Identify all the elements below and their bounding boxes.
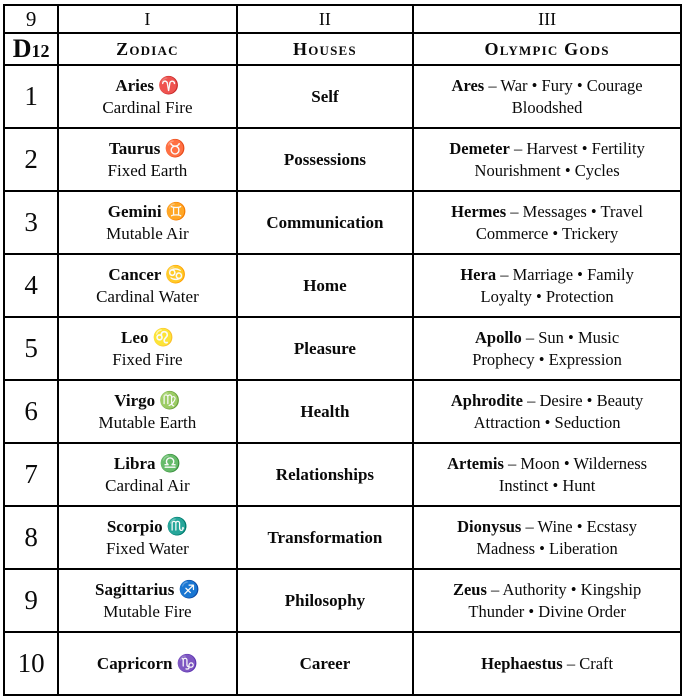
god-name: Demeter xyxy=(449,138,510,158)
corner-d12-cell xyxy=(4,33,58,65)
god-line1 xyxy=(416,453,678,475)
god-name: Artemis xyxy=(447,453,504,473)
column-numeral-2: II xyxy=(237,5,414,33)
god-cell xyxy=(413,569,681,632)
row-number: 9 xyxy=(4,569,58,632)
zodiac-cell xyxy=(58,443,237,506)
house-cell: Transformation xyxy=(237,506,414,569)
zodiac-traits: Fixed Earth xyxy=(107,160,188,180)
zodiac-cell xyxy=(58,569,237,632)
god-line1 xyxy=(416,653,678,675)
row-number: 7 xyxy=(4,443,58,506)
zodiac-sign: Libra ♎ xyxy=(113,453,181,473)
god-name: Hermes xyxy=(451,201,507,221)
god-line2: Attraction • Seduction xyxy=(473,412,621,432)
row-number: 4 xyxy=(4,254,58,317)
zodiac-cell xyxy=(58,128,237,191)
zodiac-cell xyxy=(58,254,237,317)
god-line2: Madness • Liberation xyxy=(476,538,618,558)
god-name: Ares xyxy=(451,75,485,95)
house-cell: Self xyxy=(237,65,414,128)
zodiac-traits: Cardinal Fire xyxy=(102,97,193,117)
d12-label: D12 xyxy=(12,34,50,63)
god-cell xyxy=(413,380,681,443)
god-cell xyxy=(413,632,681,695)
table-row-4 xyxy=(4,254,681,317)
god-attributes: – Craft xyxy=(566,653,614,673)
god-attributes: – Moon • Wilderness xyxy=(508,453,648,473)
god-line2: Commerce • Trickery xyxy=(475,223,619,243)
house-cell: Possessions xyxy=(237,128,414,191)
zodiac-sign: Cancer ♋ xyxy=(108,264,187,284)
god-line2: Thunder • Divine Order xyxy=(468,601,626,621)
god-cell xyxy=(413,254,681,317)
house-cell: Relationships xyxy=(237,443,414,506)
table-row-7 xyxy=(4,443,681,506)
table-row-6 xyxy=(4,380,681,443)
god-line1 xyxy=(416,327,678,349)
zodiac-traits: Fixed Fire xyxy=(112,349,183,369)
god-attributes: – War • Fury • Courage xyxy=(488,75,643,95)
god-name: Zeus xyxy=(452,579,487,599)
god-line2: Loyalty • Protection xyxy=(480,286,614,306)
zodiac-traits: Fixed Water xyxy=(106,538,189,558)
god-name: Hephaestus xyxy=(481,653,563,673)
corner-top-cell: 9 xyxy=(4,5,58,33)
god-attributes: – Wine • Ecstasy xyxy=(525,516,638,536)
god-line1 xyxy=(416,264,678,286)
header-zodiac: Zodiac xyxy=(58,33,237,65)
god-attributes: – Marriage • Family xyxy=(500,264,634,284)
zodiac-cell xyxy=(58,380,237,443)
god-line1 xyxy=(416,390,678,412)
house-cell: Communication xyxy=(237,191,414,254)
god-line1 xyxy=(416,579,678,601)
column-numeral-3: III xyxy=(413,5,681,33)
row-number: 6 xyxy=(4,380,58,443)
house-cell: Home xyxy=(237,254,414,317)
zodiac-sign: Gemini ♊ xyxy=(107,201,188,221)
row-number: 8 xyxy=(4,506,58,569)
zodiac-sign: Aries ♈ xyxy=(115,75,180,95)
zodiac-sign: Leo ♌ xyxy=(121,327,174,347)
god-cell xyxy=(413,128,681,191)
god-name: Dionysus xyxy=(457,516,522,536)
zodiac-cell xyxy=(58,65,237,128)
house-cell: Career xyxy=(237,632,414,695)
table-row-8 xyxy=(4,506,681,569)
god-cell xyxy=(413,65,681,128)
god-name: Hera xyxy=(460,264,497,284)
row-number: 3 xyxy=(4,191,58,254)
zodiac-traits: Mutable Earth xyxy=(98,412,197,432)
row-number: 1 xyxy=(4,65,58,128)
god-attributes: – Sun • Music xyxy=(525,327,620,347)
god-cell xyxy=(413,506,681,569)
column-numeral-1: I xyxy=(58,5,237,33)
zodiac-traits: Cardinal Water xyxy=(96,286,199,306)
house-cell: Pleasure xyxy=(237,317,414,380)
zodiac-sign: Taurus ♉ xyxy=(109,138,186,158)
table-row-3 xyxy=(4,191,681,254)
god-cell xyxy=(413,443,681,506)
table-row-9 xyxy=(4,569,681,632)
table-row-5 xyxy=(4,317,681,380)
zodiac-traits: Cardinal Air xyxy=(105,475,190,495)
table-row-2 xyxy=(4,128,681,191)
row-number: 10 xyxy=(4,632,58,695)
god-line1 xyxy=(416,516,678,538)
zodiac-cell xyxy=(58,632,237,695)
zodiac-traits: Mutable Air xyxy=(106,223,189,243)
zodiac-sign: Capricorn ♑ xyxy=(96,653,198,673)
house-cell: Health xyxy=(237,380,414,443)
god-line1 xyxy=(416,201,678,223)
god-name: Apollo xyxy=(474,327,522,347)
god-line1 xyxy=(416,75,678,97)
god-attributes: – Messages • Travel xyxy=(510,201,644,221)
zodiac-cell xyxy=(58,506,237,569)
zodiac-sign: Virgo ♍ xyxy=(114,390,181,410)
row-number: 2 xyxy=(4,128,58,191)
god-line2: Bloodshed xyxy=(511,97,583,117)
god-cell xyxy=(413,317,681,380)
god-attributes: – Harvest • Fertility xyxy=(513,138,645,158)
god-attributes: – Desire • Beauty xyxy=(527,390,644,410)
god-name: Aphrodite xyxy=(450,390,523,410)
table-row-10 xyxy=(4,632,681,695)
god-line1 xyxy=(416,138,678,160)
row-number: 5 xyxy=(4,317,58,380)
house-cell: Philosophy xyxy=(237,569,414,632)
column-numerals-row xyxy=(4,5,681,33)
header-houses: Houses xyxy=(237,33,414,65)
header-olympic-gods: Olympic Gods xyxy=(413,33,681,65)
god-line2: Instinct • Hunt xyxy=(498,475,596,495)
column-headers-row xyxy=(4,33,681,65)
zodiac-cell xyxy=(58,317,237,380)
zodiac-sign: Sagittarius ♐ xyxy=(95,579,200,599)
zodiac-sign: Scorpio ♏ xyxy=(106,516,188,536)
god-attributes: – Authority • Kingship xyxy=(491,579,642,599)
god-line2: Nourishment • Cycles xyxy=(474,160,620,180)
zodiac-houses-gods-table xyxy=(3,4,682,696)
table-row-1 xyxy=(4,65,681,128)
god-cell xyxy=(413,191,681,254)
god-line2: Prophecy • Expression xyxy=(472,349,622,369)
zodiac-traits: Mutable Fire xyxy=(103,601,192,621)
zodiac-cell xyxy=(58,191,237,254)
